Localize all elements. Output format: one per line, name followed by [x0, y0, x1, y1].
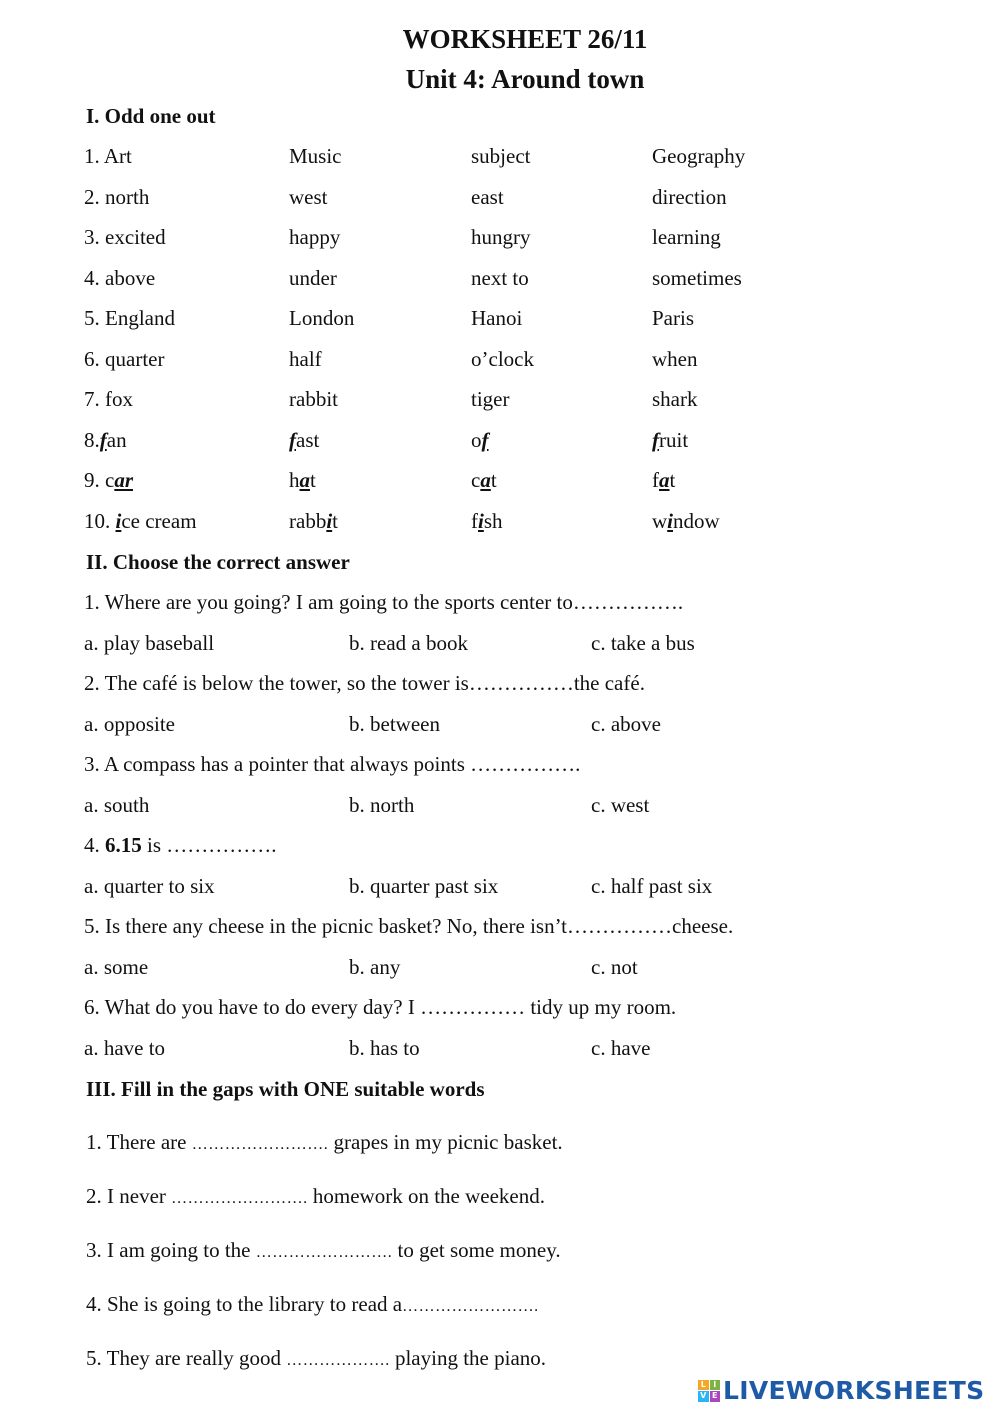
- odd-one-out-option[interactable]: west: [289, 184, 328, 209]
- odd-one-out-option[interactable]: rabbit: [289, 387, 338, 411]
- phonics-row: [0, 428, 1000, 458]
- odd-one-out-option[interactable]: learning: [652, 225, 721, 249]
- odd-one-out-row: [0, 185, 1000, 215]
- highlighted-sound: ar: [114, 468, 134, 492]
- liveworksheets-logo: [698, 1376, 984, 1405]
- answer-option[interactable]: c. not: [591, 955, 638, 979]
- highlighted-sound: f: [99, 427, 107, 452]
- answer-option[interactable]: b. has to: [349, 1036, 420, 1060]
- gap-input[interactable]: …………………….: [255, 1244, 393, 1261]
- logo-text: LIVEWORKSHEETS: [723, 1376, 985, 1405]
- question-text: 2. The café is below the tower, so the tower is……………the café.: [84, 671, 645, 695]
- odd-one-out-option[interactable]: east: [471, 184, 504, 209]
- phonics-option[interactable]: hat: [289, 468, 316, 492]
- highlighted-sound: f: [289, 427, 296, 452]
- odd-one-out-option[interactable]: happy: [289, 225, 341, 249]
- odd-one-out-option[interactable]: Paris: [652, 306, 694, 330]
- odd-one-out-row: [0, 387, 1000, 417]
- phonics-option[interactable]: 9. car: [84, 468, 134, 492]
- odd-one-out-option[interactable]: London: [289, 306, 355, 330]
- answer-option[interactable]: a. play baseball: [84, 631, 215, 655]
- phonics-option[interactable]: window: [652, 508, 720, 533]
- question-text: 3. A compass has a pointer that always points …………….: [84, 752, 581, 776]
- answer-option[interactable]: c. have: [591, 1036, 651, 1060]
- odd-one-out-option[interactable]: direction: [652, 184, 727, 209]
- highlighted-sound: a: [480, 468, 491, 492]
- phonics-row: [0, 509, 1000, 539]
- phonics-option[interactable]: 10. ice cream: [84, 508, 197, 533]
- question-text: 1. Where are you going? I am going to the sports center to…………….: [84, 590, 684, 614]
- gap-input[interactable]: …………………….: [402, 1298, 539, 1315]
- odd-one-out-option[interactable]: under: [289, 265, 337, 290]
- phonics-row: [0, 468, 1000, 498]
- question-text: 5. Is there any cheese in the picnic basket? No, there isn’t……………cheese.: [84, 914, 734, 938]
- phonics-option[interactable]: fish: [471, 508, 503, 533]
- answer-option[interactable]: c. half past six: [591, 874, 713, 898]
- logo-mark-icon: [698, 1380, 720, 1402]
- fill-gap-sentence: 5. They are really good ………………. playing the piano.: [86, 1346, 547, 1370]
- answer-option[interactable]: a. quarter to six: [84, 874, 215, 898]
- section-choose-answer-heading: II. Choose the correct answer: [86, 550, 350, 574]
- phonics-option[interactable]: 8.fan: [84, 427, 127, 452]
- odd-one-out-option[interactable]: 4. above: [84, 265, 156, 290]
- gap-input[interactable]: ……………….: [286, 1352, 390, 1369]
- highlighted-sound: i: [667, 508, 674, 533]
- highlighted-sound: a: [659, 468, 670, 492]
- odd-one-out-option[interactable]: tiger: [471, 387, 510, 411]
- answer-option[interactable]: c. west: [591, 793, 650, 817]
- odd-one-out-option[interactable]: shark: [652, 387, 698, 411]
- gap-input[interactable]: …………………….: [171, 1190, 308, 1207]
- answer-option[interactable]: c. take a bus: [591, 631, 695, 655]
- odd-one-out-row: [0, 266, 1000, 296]
- gap-input[interactable]: …………………….: [191, 1136, 329, 1153]
- odd-one-out-option[interactable]: sometimes: [652, 265, 742, 290]
- phonics-option[interactable]: of: [471, 427, 489, 452]
- highlighted-sound: i: [326, 508, 333, 533]
- highlighted-sound: i: [478, 508, 484, 533]
- phonics-option[interactable]: fast: [289, 427, 320, 452]
- odd-one-out-option[interactable]: half: [289, 346, 322, 371]
- answer-option[interactable]: b. any: [349, 955, 401, 979]
- odd-one-out-row: [0, 306, 1000, 336]
- highlighted-sound: f: [481, 427, 489, 452]
- phonics-option[interactable]: cat: [471, 468, 497, 492]
- odd-one-out-option[interactable]: Hanoi: [471, 306, 523, 330]
- highlighted-sound: i: [115, 508, 122, 533]
- answer-option[interactable]: b. between: [349, 712, 440, 736]
- answer-option[interactable]: c. above: [591, 712, 661, 736]
- odd-one-out-option[interactable]: 3. excited: [84, 225, 166, 249]
- odd-one-out-option[interactable]: next to: [471, 265, 529, 290]
- answer-option[interactable]: a. opposite: [84, 712, 175, 736]
- unit-subtitle: Unit 4: Around town: [405, 64, 645, 94]
- odd-one-out-option[interactable]: Music: [289, 144, 342, 168]
- logo-mark-tile: L: [698, 1380, 709, 1391]
- odd-one-out-option[interactable]: 6. quarter: [84, 346, 165, 371]
- logo-mark-tile: E: [710, 1391, 721, 1402]
- odd-one-out-option[interactable]: 7. fox: [84, 387, 133, 411]
- answer-option[interactable]: b. north: [349, 793, 415, 817]
- odd-one-out-option[interactable]: o’clock: [471, 346, 534, 371]
- fill-gap-sentence: 3. I am going to the ……………………. to get some money.: [86, 1238, 561, 1262]
- worksheet-title: WORKSHEET 26/11: [402, 24, 648, 54]
- odd-one-out-option[interactable]: hungry: [471, 225, 531, 249]
- question-time-value: 6.15: [105, 833, 142, 857]
- section-fill-gaps-heading: III. Fill in the gaps with ONE suitable words: [86, 1077, 485, 1101]
- logo-mark-tile: I: [710, 1380, 721, 1391]
- highlighted-sound: f: [652, 427, 659, 452]
- answer-option[interactable]: a. have to: [84, 1036, 166, 1060]
- odd-one-out-option[interactable]: 1. Art: [84, 144, 132, 168]
- odd-one-out-option[interactable]: 5. England: [84, 306, 175, 330]
- odd-one-out-row: [0, 144, 1000, 174]
- question-text: 6. What do you have to do every day? I …………… tidy up my room.: [84, 995, 677, 1019]
- fill-gap-sentence: 4. She is going to the library to read a…………………….: [86, 1292, 539, 1316]
- answer-option[interactable]: b. read a book: [349, 631, 468, 655]
- phonics-option[interactable]: fat: [652, 468, 676, 492]
- fill-gap-sentence: 1. There are ……………………. grapes in my picnic basket.: [86, 1130, 563, 1154]
- fill-gap-sentence: 2. I never ……………………. homework on the weekend.: [86, 1184, 545, 1208]
- odd-one-out-row: [0, 347, 1000, 377]
- section-odd-one-out-heading: I. Odd one out: [86, 104, 216, 128]
- odd-one-out-option[interactable]: Geography: [652, 144, 746, 168]
- answer-option[interactable]: b. quarter past six: [349, 874, 499, 898]
- odd-one-out-option[interactable]: 2. north: [84, 184, 150, 209]
- phonics-option[interactable]: rabbit: [289, 508, 339, 533]
- answer-option[interactable]: a. south: [84, 793, 150, 817]
- odd-one-out-option[interactable]: when: [652, 346, 698, 371]
- answer-option[interactable]: a. some: [84, 955, 149, 979]
- phonics-option[interactable]: fruit: [652, 427, 689, 452]
- highlighted-sound: a: [299, 468, 310, 492]
- odd-one-out-option[interactable]: subject: [471, 144, 531, 168]
- question-text: 4. 6.15 is …………….: [84, 833, 277, 857]
- odd-one-out-row: [0, 225, 1000, 255]
- logo-mark-tile: V: [698, 1391, 709, 1402]
